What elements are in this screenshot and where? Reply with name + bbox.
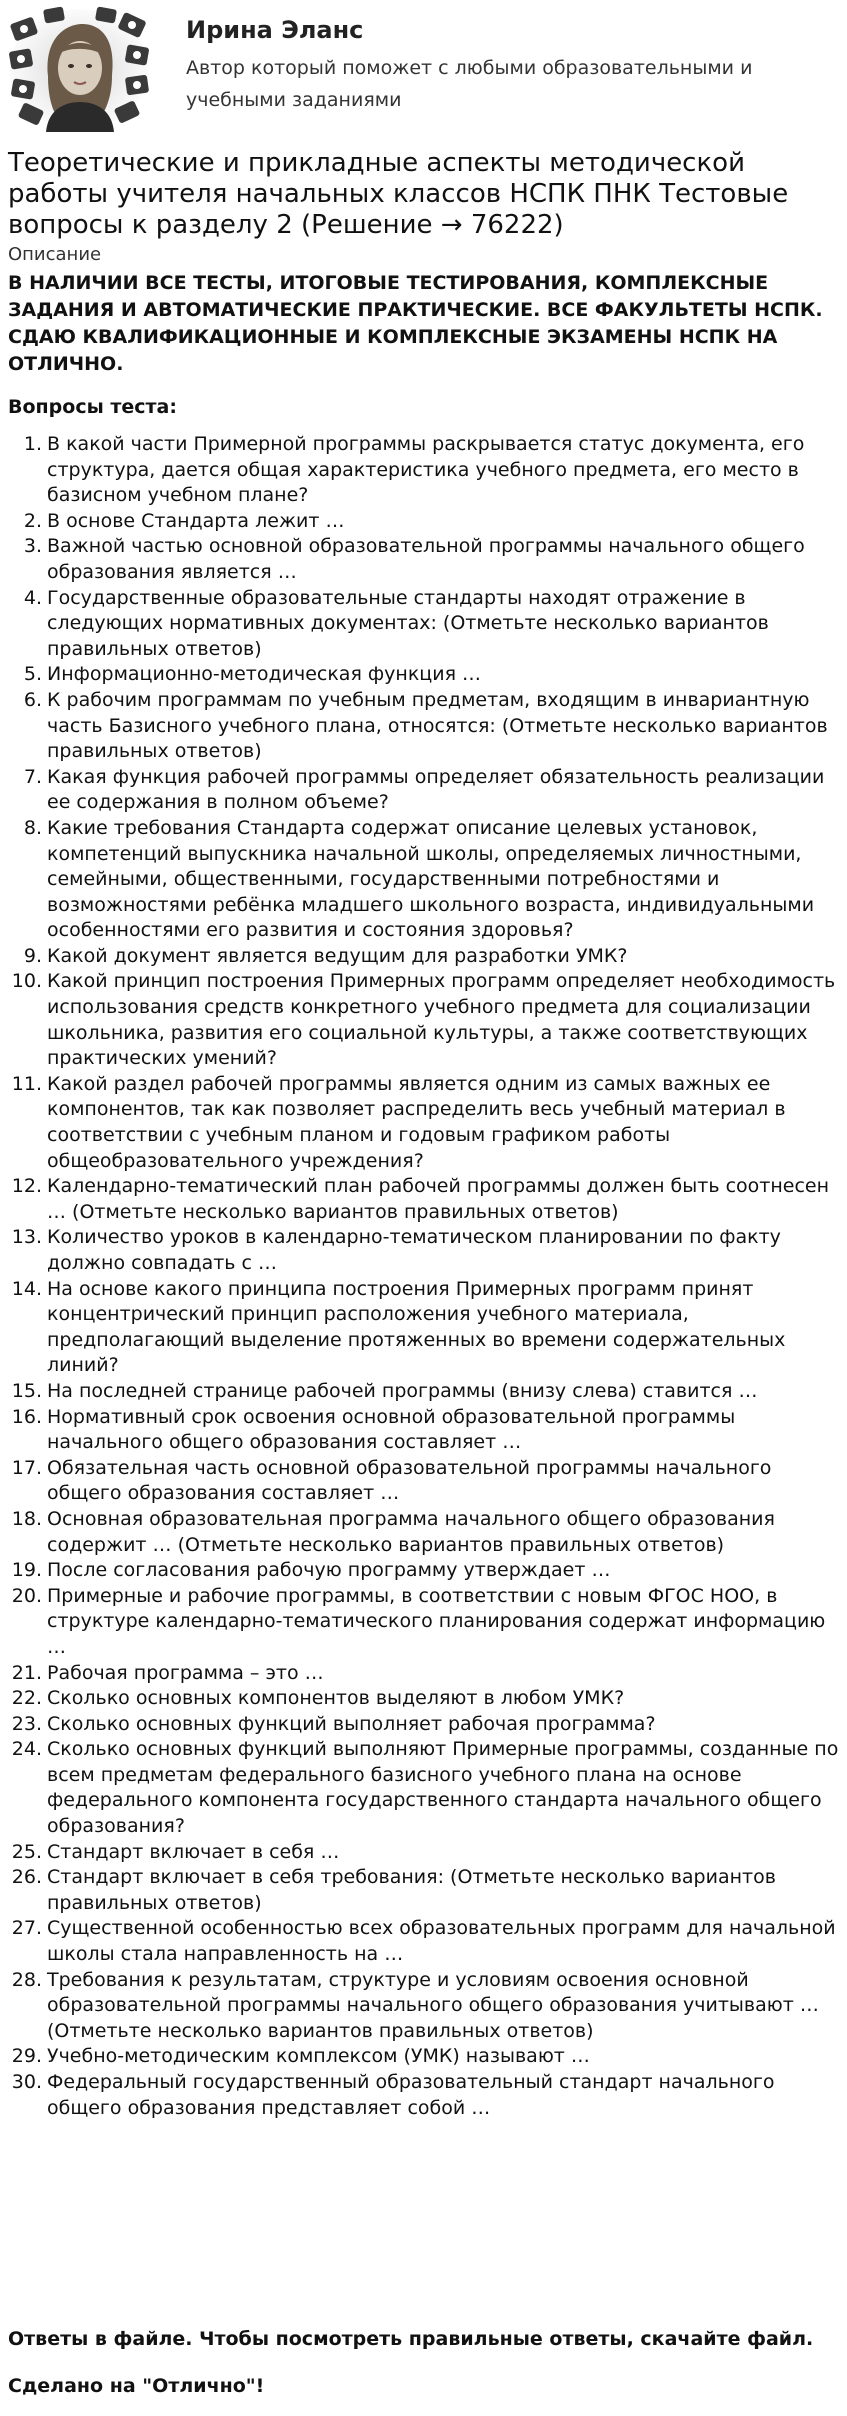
question-number: 17. — [11, 1456, 42, 1479]
question-number: 14. — [11, 1277, 42, 1300]
question-item — [0, 534, 846, 585]
question-number: 6. — [23, 688, 42, 711]
question-item — [0, 1456, 846, 1507]
question-number: 19. — [11, 1559, 42, 1582]
question-number: 24. — [11, 1738, 42, 1761]
question-number: 20. — [11, 1584, 42, 1607]
question-item — [0, 1277, 846, 1379]
question-text: Основная образовательная программа начального общего образования содержит … (Отметьте несколько вариантов правильных ответов) — [47, 1507, 775, 1556]
question-number: 16. — [11, 1405, 42, 1428]
question-number: 13. — [11, 1226, 42, 1249]
question-item — [0, 1686, 846, 1712]
question-text: На основе какого принципа построения Примерных программ принят концентрический принцип расположения учебного материала, предполагающий выделение протяженных во времени содержательных линий? — [47, 1277, 786, 1377]
question-text: Государственные образовательные стандарты находят отражение в следующих нормативных документах: (Отметьте несколько вариантов правильных ответов) — [47, 586, 769, 660]
description-label: Описание — [8, 244, 102, 265]
grade-note: Сделано на "Отлично"! — [8, 2375, 265, 2397]
question-text: Стандарт включает в себя требования: (Отметьте несколько вариантов правильных ответов) — [47, 1866, 776, 1914]
question-text: Сколько основных функций выполняет рабочая программа? — [47, 1712, 656, 1735]
question-number: 2. — [23, 509, 42, 532]
question-item — [0, 1712, 846, 1738]
question-number: 30. — [11, 2071, 42, 2093]
question-number: 18. — [11, 1507, 42, 1530]
page-title: Теоретические и прикладные аспекты методической работы учителя начальных классов НСПК ПНК Тестовые вопросы к разделу 2 (Решение → 76222) — [8, 148, 789, 240]
question-item — [0, 816, 846, 944]
questions-heading: Вопросы теста: — [8, 396, 177, 418]
question-item — [0, 662, 846, 688]
question-number: 4. — [23, 586, 42, 609]
question-item — [0, 1916, 846, 1967]
author-card — [8, 6, 838, 136]
question-number: 21. — [11, 1661, 42, 1684]
question-item — [0, 1379, 846, 1405]
author-name[interactable]: Ирина Эланс — [186, 16, 364, 44]
question-number: 29. — [11, 2045, 42, 2068]
question-text: Какая функция рабочей программы определяет обязательность реализации ее содержания в полном объеме? — [47, 765, 825, 814]
question-number: 27. — [11, 1917, 42, 1940]
question-text: Рабочая программа – это … — [47, 1661, 324, 1684]
question-item — [0, 765, 846, 816]
question-item — [0, 509, 846, 535]
question-number: 9. — [23, 944, 42, 967]
question-item — [0, 1737, 846, 1839]
question-item — [0, 432, 846, 509]
question-text: Сколько основных компонентов выделяют в любом УМК? — [47, 1687, 625, 1710]
question-item — [0, 944, 846, 970]
question-number: 15. — [11, 1379, 42, 1402]
question-item — [0, 1405, 846, 1456]
question-text: В какой части Примерной программы раскрывается статус документа, его структура, дается общая характеристика учебного предмета, его место в базисном учебном плане? — [47, 433, 805, 507]
question-item — [0, 1507, 846, 1558]
question-item — [0, 688, 846, 765]
question-number: 28. — [11, 1968, 42, 1991]
question-number: 26. — [11, 1866, 42, 1889]
avatar[interactable] — [8, 6, 150, 132]
question-text: Какой принцип построения Примерных программ определяет необходимость использования средств конкретного учебного предмета для социализации школьника, развития его социальной культуры, а также соответствующих практических умений? — [47, 970, 836, 1070]
question-text: Какой раздел рабочей программы является одним из самых важных ее компонентов, так как позволяет распределить весь учебный материал в соответствии с учебным планом и годовым графиком работы общеобразовательного учреждения? — [47, 1072, 786, 1172]
question-item — [0, 969, 846, 1071]
question-number: 10. — [11, 970, 42, 993]
question-text: Примерные и рабочие программы, в соответствии с новым ФГОС НОО, в структуре календарно-тематического планирования содержат информацию … — [47, 1584, 826, 1658]
question-number: 23. — [11, 1712, 42, 1735]
question-text: Нормативный срок освоения основной образовательной программы начального общего образования составляет … — [47, 1405, 736, 1454]
question-item — [0, 1072, 846, 1174]
question-text: К рабочим программам по учебным предметам, входящим в инвариантную часть Базисного учебного плана, относятся: (Отметьте несколько вариантов правильных ответов) — [47, 688, 828, 763]
question-text: Календарно-тематический план рабочей программы должен быть соотнесен … (Отметьте несколько вариантов правильных ответов) — [47, 1175, 830, 1223]
question-item — [0, 1584, 846, 1661]
question-item — [0, 2070, 846, 2121]
question-number: 5. — [23, 663, 42, 686]
question-item — [0, 1865, 846, 1916]
question-text: Существенной особенностью всех образовательных программ для начальной школы стала направленность на … — [47, 1917, 836, 1966]
question-text: В основе Стандарта лежит … — [47, 509, 345, 532]
question-item — [0, 1840, 846, 1866]
announcement-text: В НАЛИЧИИ ВСЕ ТЕСТЫ, ИТОГОВЫЕ ТЕСТИРОВАНИЯ, КОМПЛЕКСНЫЕ ЗАДАНИЯ И АВТОМАТИЧЕСКИЕ ПРАКТИЧЕСКИЕ. ВСЕ ФАКУЛЬТЕТЫ НСПК. СДАЮ КВАЛИФИКАЦИОННЫЕ И КОМПЛЕКСНЫЕ ЭКЗАМЕНЫ НСПК НА ОТЛИЧНО. — [8, 272, 823, 375]
question-number: 12. — [11, 1175, 42, 1198]
question-text: Какой документ является ведущим для разработки УМК? — [47, 944, 628, 967]
question-item — [0, 1225, 846, 1276]
question-text: Какие требования Стандарта содержат описание целевых установок, компетенций выпускника начальной школы, определяемых личностными, семейными, общественными, государственными потребностями и возможностями ребёнка младшего школьного возраста, индивидуальными особенностями его развития и состояния здоровья? — [47, 816, 815, 942]
question-text: Требования к результатам, структуре и условиям освоения основной образовательной программы начального общего образования учитывают … (Отметьте несколько вариантов правильных ответов) — [47, 1968, 819, 2042]
author-description: Автор который поможет с любыми образовательными и учебными заданиями — [186, 57, 753, 111]
question-item — [0, 1661, 846, 1687]
question-text: Стандарт включает в себя … — [47, 1840, 340, 1863]
question-text: Информационно-методическая функция … — [47, 663, 482, 686]
question-text: После согласования рабочую программу утверждает … — [47, 1559, 611, 1582]
question-number: 3. — [23, 535, 42, 558]
questions-list — [0, 432, 846, 2121]
question-text: Обязательная часть основной образовательной программы начального общего образования составляет … — [47, 1456, 772, 1505]
question-item — [0, 1968, 846, 2045]
question-item — [0, 2044, 846, 2070]
question-item — [0, 1174, 846, 1225]
question-text: Важной частью основной образовательной программы начального общего образования является … — [47, 535, 805, 583]
question-number: 22. — [11, 1687, 42, 1710]
question-text: Сколько основных функций выполняют Примерные программы, созданные по всем предметам федерального базисного учебного плана на основе федерального компонента государственного стандарта начального общего образования? — [47, 1738, 839, 1838]
question-item — [0, 586, 846, 663]
answers-note: Ответы в файле. Чтобы посмотреть правильные ответы, скачайте файл. — [8, 2328, 814, 2350]
question-text: Учебно-методическим комплексом (УМК) называют … — [47, 2045, 590, 2068]
question-number: 11. — [11, 1072, 42, 1095]
question-number: 1. — [23, 433, 42, 455]
question-text: На последней странице рабочей программы (внизу слева) ставится … — [47, 1379, 758, 1402]
question-text: Количество уроков в календарно-тематическом планировании по факту должно совпадать с … — [47, 1226, 781, 1274]
question-number: 25. — [11, 1840, 42, 1863]
question-item — [0, 1558, 846, 1584]
question-number: 8. — [23, 816, 42, 839]
question-text: Федеральный государственный образовательный стандарт начального общего образования представляет собой … — [47, 2071, 775, 2119]
question-number: 7. — [23, 765, 42, 788]
